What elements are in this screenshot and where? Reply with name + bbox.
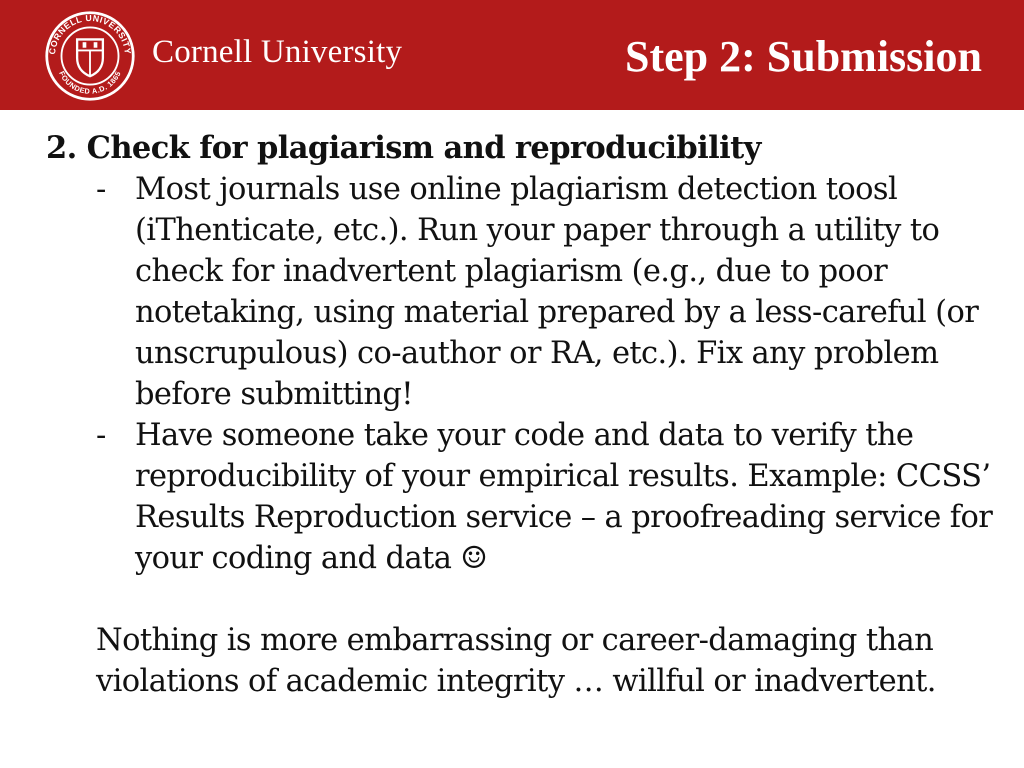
svg-text:CORNELL UNIVERSITY <box>47 13 133 55</box>
section-heading: 2. Check for plagiarism and reproducibility <box>46 130 761 166</box>
closing-statement: Nothing is more embarrassing or career-damaging than violations of academic integrity … willful or inadvertent. <box>96 623 936 699</box>
bullet-dash: - <box>96 418 106 453</box>
bullet-dash: - <box>96 172 106 207</box>
slide-body <box>46 128 1006 702</box>
seal-text-bottom: FOUNDED A.D. 1865 <box>57 69 123 96</box>
university-wordmark: Cornell University <box>152 34 403 70</box>
slide-header <box>0 0 1024 110</box>
cornell-seal-logo <box>44 10 136 102</box>
bullet-reproducibility <box>46 415 1006 579</box>
bullet-text: Most journals use online plagiarism detection toosl (iThenticate, etc.). Run your paper through a utility to check for inadvertent plagiarism (e.g., due to poor notetaking, using material prepared by a less-careful (or unscrupulous) co-author or RA, etc.). Fix any problem before submitting! <box>135 172 979 412</box>
slide-title: Step 2: Submission <box>624 32 982 81</box>
bullet-text: Have someone take your code and data to verify the reproducibility of your empirical results. Example: CCSS’ Results Reproduction service – a proofreading service for your coding and data ☺ <box>135 418 993 576</box>
seal-text-top: CORNELL UNIVERSITY <box>46 12 134 55</box>
bullet-plagiarism <box>46 169 1006 415</box>
paragraph-spacer <box>46 579 1006 620</box>
